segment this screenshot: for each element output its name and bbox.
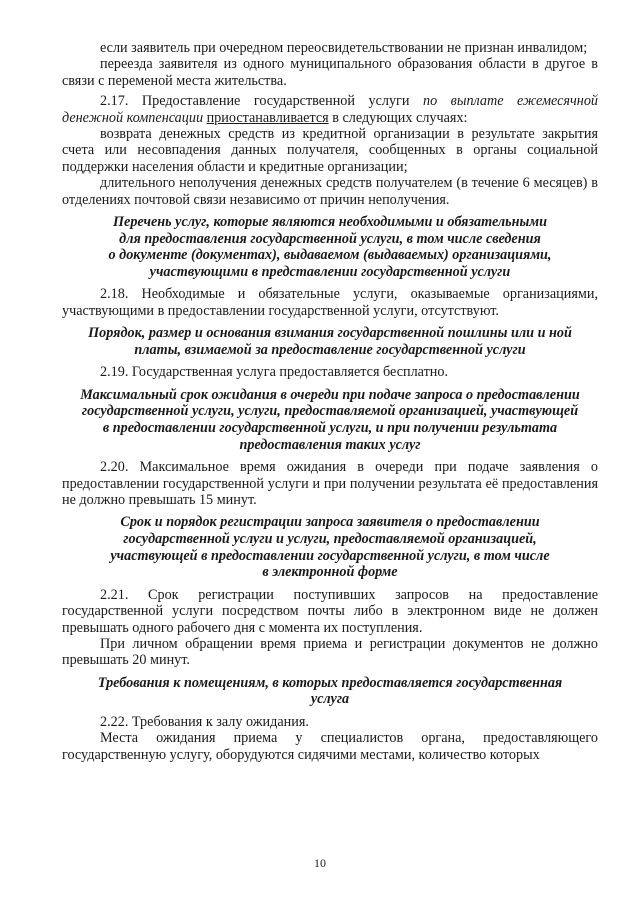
paragraph-2-17: 2.17. Предоставление государственной услуги по выплате ежемесячной денежной компенсации приостанавливается в следующих случаях: — [62, 93, 599, 126]
paragraph-waiting-places: Места ожидания приема у специалистов органа, предоставляющего государственную услугу, оборудуются сидячими местами, количество которых — [62, 730, 598, 763]
paragraph-2-20: 2.20. Максимальное время ожидания в очереди при подаче заявления о предоставлении государственной услуги и при получении результата её предоставления не должно превышать 15 минут. — [62, 459, 598, 509]
paragraph-2-19: 2.19. Государственная услуга предоставляется бесплатно. — [100, 364, 449, 381]
paragraph-2-18: 2.18. Необходимые и обязательные услуги, оказываемые организациями, участвующими в предоставлении государственной услуги, отсутствуют. — [62, 286, 598, 319]
paragraph-2-21: 2.21. Срок регистрации поступивших запросов на предоставление государственной услуги посредством почты либо в электронном виде не должен превышать одного рабочего дня с момента их поступления. — [62, 586, 598, 636]
paragraph-2-22: 2.22. Требования к залу ожидания. — [100, 714, 309, 731]
paragraph-personal-visit: При личном обращении время приема и регистрации документов не должно превышать 20 минут. — [62, 636, 598, 669]
heading-required-services: Перечень услуг, которые являются необходимыми и обязательными для предоставления государственной услуги, в том числе сведения о документе (документах), выдаваемом (выдаваемых) организациями, участвующими в представлении государственной услуги — [108, 214, 552, 280]
clause-2-17-underlined: приостанавливается — [206, 109, 329, 126]
paragraph-funds-return: возврата денежных средств из кредитной организации в результате закрытия счета или несовпадения данных получателя, сообщенных в органы социальной поддержки населения области и кредитные организации; — [62, 126, 598, 175]
paragraph-not-disabled: если заявитель при очередном переосвидетельствовании не признан инвалидом; — [100, 40, 588, 56]
heading-premises-requirements: Требования к помещениям, в которых предоставляется государственная услуга — [97, 674, 563, 708]
heading-max-waiting-time: Максимальный срок ожидания в очереди при подаче запроса о предоставлении государственной услуги, услуги, предоставляемой организацией, участвующей в предоставлении государственной услуги, и при получении результата предоставления таких услуг — [80, 386, 580, 453]
paragraph-relocation: переезда заявителя из одного муниципального образования области в другое в связи с переменой места жительства. — [62, 56, 598, 89]
heading-registration-term: Срок и порядок регистрации запроса заявителя о предоставлении государственной услуги и услуги, предоставляемой организацией, участвующей в предоставлении государственной услуги, в том числе в электронной форме — [110, 514, 550, 581]
page-number: 10 — [314, 856, 326, 870]
clause-2-17-italic: по выплате ежемесячной денежной компенсации — [62, 93, 599, 126]
heading-state-fee: Порядок, размер и основания взимания государственной пошлины или и ной платы, взимаемой за предоставление государственной услуги — [88, 325, 572, 358]
paragraph-long-nonreceipt: длительного неполучения денежных средств получателем (в течение 6 месяцев) в отделениях почтовой связи независимо от причин неполучения. — [62, 175, 598, 208]
clause-2-17-lead: 2.17. Предоставление государственной услуги — [100, 93, 423, 110]
document-page — [62, 40, 598, 763]
